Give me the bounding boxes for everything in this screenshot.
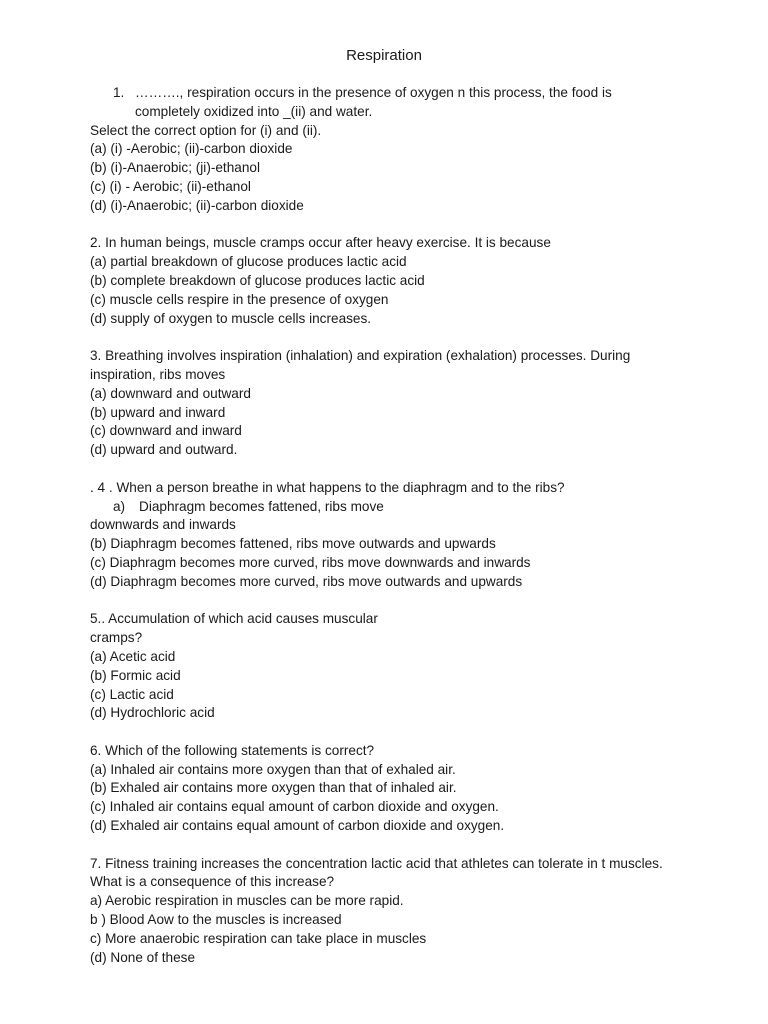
question-3-option-d: (d) upward and outward. [90,442,238,458]
question-1-stem-line-2: completely oxidized into _(ii) and water. [135,103,373,119]
spacer [90,723,730,742]
question-2-option-d: (d) supply of oxygen to muscle cells increases. [90,310,372,326]
question-1-option-a: (a) (i) -Aerobic; (ii)-carbon dioxide [90,141,293,157]
question-6-option-a: (a) Inhaled air contains more oxygen than that of exhaled air. [90,761,456,777]
question-1-stem-line-1: ………., respiration occurs in the presence of oxygen n this process, the food is [135,85,612,100]
question-5-option-c: (c) Lactic acid [90,686,174,702]
question-6 [90,742,730,836]
question-5-option-d: (d) Hydrochloric acid [90,705,215,721]
question-1-number: 1. [113,85,125,100]
question-4-option-a-label: a) [113,498,126,514]
spacer [90,328,730,347]
question-3-stem-line-2: inspiration, ribs moves [90,366,226,382]
question-7-stem-line-1: 7. Fitness training increases the concentration lactic acid that athletes can tolerate in t muscles. [90,855,663,871]
question-5-option-b: (b) Formic acid [90,667,181,683]
question-7-option-d: (d) None of these [90,949,196,965]
spacer [90,216,730,235]
question-7 [90,855,730,968]
question-5-option-a: (a) Acetic acid [90,648,176,664]
question-2-option-c: (c) muscle cells respire in the presence of oxygen [90,291,389,307]
question-4-option-a [90,498,730,517]
question-4-option-a-continuation: downwards and inwards [90,517,236,533]
question-7-option-b: b ) Blood Aow to the muscles is increased [90,912,342,928]
question-4-stem: . 4 . When a person breathe in what happens to the diaphragm and to the ribs? [90,479,565,495]
question-3-option-a: (a) downward and outward [90,385,251,401]
question-1-option-b: (b) (i)-Anaerobic; (ji)-ethanol [90,160,260,176]
question-5-stem-line-2: cramps? [90,630,143,646]
question-2 [90,234,730,328]
question-6-option-d: (d) Exhaled air contains equal amount of carbon dioxide and oxygen. [90,818,505,834]
question-3 [90,347,730,460]
question-6-option-b: (b) Exhaled air contains more oxygen than that of inhaled air. [90,780,457,796]
question-4-option-d: (d) Diaphragm becomes more curved, ribs move outwards and upwards [90,573,523,589]
question-7-option-c: c) More anaerobic respiration can take place in muscles [90,930,427,946]
question-5-stem-line-1: 5.. Accumulation of which acid causes muscular [90,611,378,627]
question-1 [90,84,730,216]
question-3-option-c: (c) downward and inward [90,423,242,439]
question-5 [90,610,730,723]
question-7-stem-line-2: What is a consequence of this increase? [90,874,335,890]
spacer [90,836,730,855]
question-1-option-c: (c) (i) - Aerobic; (ii)-ethanol [90,178,251,194]
question-4-option-a-text: Diaphragm becomes fattened, ribs move [139,498,384,514]
question-4 [90,479,730,592]
spacer [90,592,730,611]
question-list [90,84,730,967]
question-2-option-a: (a) partial breakdown of glucose produces lactic acid [90,254,407,270]
question-1-prompt: Select the correct option for (i) and (ii). [90,122,322,138]
question-7-option-a: a) Aerobic respiration in muscles can be more rapid. [90,893,404,909]
question-2-option-b: (b) complete breakdown of glucose produces lactic acid [90,272,425,288]
question-6-option-c: (c) Inhaled air contains equal amount of carbon dioxide and oxygen. [90,799,499,815]
question-3-option-b: (b) upward and inward [90,404,226,420]
question-6-stem: 6. Which of the following statements is correct? [90,742,375,758]
page-title: Respiration [346,47,422,64]
question-1-option-d: (d) (i)-Anaerobic; (ii)-carbon dioxide [90,197,304,213]
question-4-option-c: (c) Diaphragm becomes more curved, ribs move downwards and inwards [90,554,531,570]
question-4-option-b: (b) Diaphragm becomes fattened, ribs move outwards and upwards [90,536,496,552]
question-2-stem: 2. In human beings, muscle cramps occur after heavy exercise. It is because [90,235,551,251]
spacer [90,460,730,479]
question-3-stem-line-1: 3. Breathing involves inspiration (inhalation) and expiration (exhalation) processes. During [90,348,631,364]
